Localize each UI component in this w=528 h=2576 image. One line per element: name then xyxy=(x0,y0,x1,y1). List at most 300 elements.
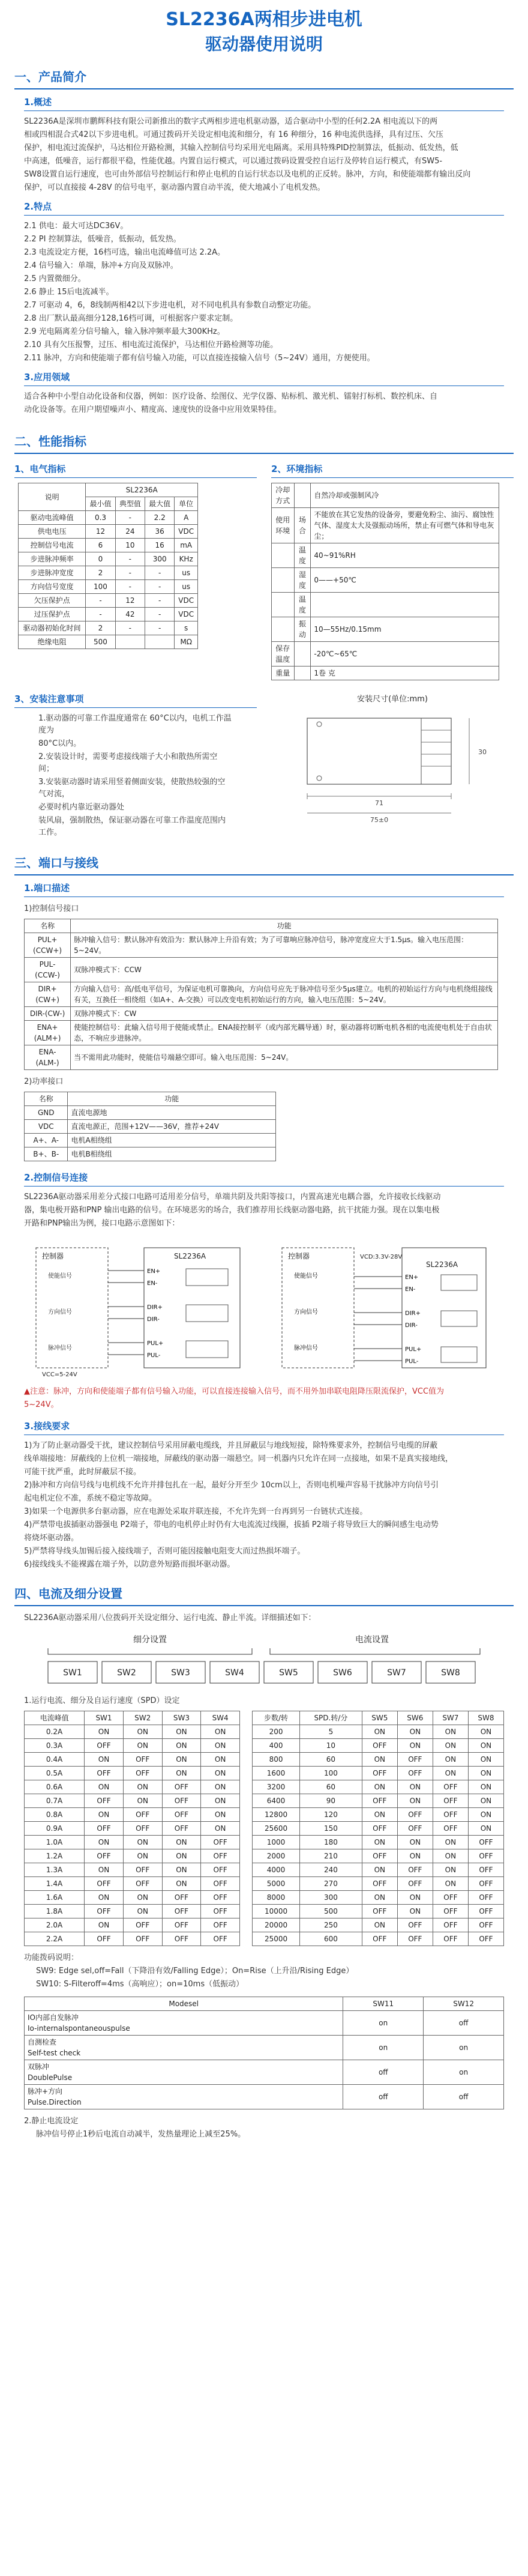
wiring-diagram-pnp xyxy=(270,1236,498,1380)
table-cell: ON xyxy=(85,1808,124,1822)
table-cell xyxy=(311,593,499,617)
optocoupler xyxy=(441,1347,477,1362)
table-cell: PUL-(CCW-) xyxy=(25,958,71,982)
table-cell: 欠压保护点 xyxy=(19,594,86,608)
table-row xyxy=(253,1822,504,1836)
table-cell: - xyxy=(115,552,145,566)
table-cell: ON xyxy=(362,1725,397,1739)
table-cell: 60 xyxy=(300,1780,362,1794)
table-cell: ON xyxy=(85,1836,124,1849)
table-cell: s xyxy=(175,621,198,635)
power-port-table xyxy=(24,1092,276,1161)
table-row xyxy=(19,552,198,566)
table-row xyxy=(272,617,499,642)
table-cell: OFF xyxy=(433,1822,468,1836)
table-cell: 16 xyxy=(145,539,175,552)
table-row xyxy=(25,1849,240,1863)
table-header: SL2236A xyxy=(86,483,198,497)
control-port-title: 1)控制信号接口 xyxy=(24,904,79,913)
table-row xyxy=(25,1753,240,1767)
table-cell: 0.5A xyxy=(25,1767,85,1780)
table-header: SW1 xyxy=(85,1711,124,1725)
environment-title: 2、环境指标 xyxy=(271,464,323,474)
mode-name-cell xyxy=(25,2011,343,2036)
table-cell: ON xyxy=(433,1725,468,1739)
table-cell: -20℃~65℃ xyxy=(311,642,499,667)
table-cell: ON xyxy=(468,1725,503,1739)
table-cell xyxy=(272,543,295,568)
table-cell: 驱动电流峰值 xyxy=(19,511,86,525)
signal-label-enable: 使能信号 xyxy=(48,1273,72,1280)
table-cell: ON xyxy=(433,1863,468,1877)
table-cell: off xyxy=(343,2085,424,2109)
table-row xyxy=(25,2011,504,2036)
table-cell: OFF xyxy=(362,1932,397,1946)
drive-outline-top xyxy=(307,718,451,784)
table-cell: 250 xyxy=(300,1918,362,1932)
wiring-text xyxy=(0,1191,528,1230)
table-cell: OFF xyxy=(362,1767,397,1780)
table-row xyxy=(272,667,499,680)
table-row xyxy=(19,566,198,580)
overview-title: 1.概述 xyxy=(24,97,52,107)
mount-hole xyxy=(317,722,322,727)
table-cell: OFF xyxy=(433,1905,468,1918)
table-cell: 0.3A xyxy=(25,1739,85,1753)
mode-name-cell xyxy=(25,2036,343,2060)
table-cell: - xyxy=(115,580,145,594)
table-cell: OFF xyxy=(162,1918,201,1932)
table-cell: ON xyxy=(397,1836,433,1849)
table-cell: ON xyxy=(123,1836,162,1849)
install-text xyxy=(14,713,257,839)
table-row xyxy=(19,608,198,621)
table-cell: 12 xyxy=(115,594,145,608)
table-cell: 方向信号宽度 xyxy=(19,580,86,594)
table-cell xyxy=(294,483,311,508)
table-cell: ON xyxy=(468,1822,503,1836)
table-cell: OFF xyxy=(201,1836,240,1849)
feature-item: 2.9 光电隔离差分信号输入，输入脉冲频率最大300KHz。 xyxy=(24,327,225,336)
table-row xyxy=(272,593,499,617)
wiring-diagrams xyxy=(24,1236,504,1380)
table-header: 说明 xyxy=(19,483,86,511)
install-dimensions xyxy=(271,690,514,840)
install-line: 80°C以内。 xyxy=(38,739,82,748)
table-cell: OFF xyxy=(397,1918,433,1932)
cable-line: 线单端接地：屏蔽线的上位机一端接地，屏蔽线的驱动器一端悬空。同一机器内只允许在同一点接地，如果不是真实接地线， xyxy=(24,1454,454,1463)
sub-divider xyxy=(14,707,257,708)
table-cell: 2 xyxy=(86,621,115,635)
half-current-title: 2.静止电流设定 xyxy=(24,2117,79,2126)
table-row xyxy=(253,1891,504,1905)
table-cell: OFF xyxy=(362,1794,397,1808)
table-cell: 2.2 xyxy=(145,511,175,525)
table-cell: ON xyxy=(433,1753,468,1767)
mode-name-cell xyxy=(25,2085,343,2109)
dip-switch-diagram xyxy=(0,1625,528,1692)
table-cell: VDC xyxy=(175,594,198,608)
table-row xyxy=(25,1045,498,1070)
table-row xyxy=(25,1007,498,1021)
table-row xyxy=(25,1863,240,1877)
applications-text xyxy=(0,391,528,416)
table-cell: 2 xyxy=(86,566,115,580)
table-row xyxy=(272,642,499,667)
table-cell: 湿度 xyxy=(294,568,311,593)
table-cell: OFF xyxy=(85,1849,124,1863)
table-cell: 25600 xyxy=(253,1822,300,1836)
table-cell: 2.2A xyxy=(25,1932,85,1946)
table-cell: 6 xyxy=(86,539,115,552)
table-cell: 40~91%RH xyxy=(311,543,499,568)
mode-name-en: DoublePulse xyxy=(28,2073,73,2082)
table-header: 步数/转 xyxy=(253,1711,300,1725)
feature-item: 2.11 脉冲，方向和使能端子都有信号输入功能，可以直接连接输入信号（5~24V）通用，方便使用。 xyxy=(24,354,375,363)
install-notes xyxy=(14,690,257,840)
table-header: SW7 xyxy=(433,1711,468,1725)
current-table xyxy=(24,1711,240,1946)
vcc-range: VCC=5-24V xyxy=(42,1371,77,1378)
table-cell: DIR+(CW+) xyxy=(25,982,71,1007)
table-row xyxy=(253,1808,504,1822)
table-cell: 180 xyxy=(300,1836,362,1849)
applications-line: 动化设备等。在用户期望噪声小、精度高、速度快的设备中应用效果特佳。 xyxy=(24,405,282,414)
sub-divider xyxy=(24,385,504,386)
table-cell: 使用环境 xyxy=(272,508,295,543)
table-cell: 电机B相绕组 xyxy=(68,1147,276,1161)
dimension-drawing xyxy=(271,706,499,826)
table-row xyxy=(253,1849,504,1863)
table-cell: 双脉冲模式下：CW xyxy=(71,1007,498,1021)
overview-line: SL2236A是深圳市鹏辉科技有限公司新推出的数字式两相步进电机驱动器，适合驱动中小型的任何2.2A 相电流以下的两 xyxy=(24,117,438,126)
environment-table xyxy=(271,483,499,680)
signal-label-pulse: 脉冲信号 xyxy=(294,1345,318,1352)
sub-divider xyxy=(24,110,504,111)
table-row xyxy=(253,1877,504,1891)
feature-item: 2.4 信号输入：单端，脉冲+方向及双脉冲。 xyxy=(24,261,178,270)
table-row xyxy=(25,1932,240,1946)
control-signal-table xyxy=(24,919,498,1070)
table-cell: 双脉冲模式下：CCW xyxy=(71,958,498,982)
table-cell: ON xyxy=(468,1753,503,1767)
features-list xyxy=(0,220,528,364)
table-cell: - xyxy=(145,580,175,594)
page-subtitle: 驱动器使用说明 xyxy=(205,34,323,54)
section-divider xyxy=(14,88,514,89)
table-cell: 800 xyxy=(253,1753,300,1767)
table-cell: ON xyxy=(468,1780,503,1794)
table-cell: A+、A- xyxy=(25,1134,68,1147)
table-cell: 10000 xyxy=(253,1905,300,1918)
table-cell: ON xyxy=(201,1725,240,1739)
table-cell: ON xyxy=(162,1849,201,1863)
function-title: 功能拨码说明： xyxy=(24,1953,79,1962)
table-cell: ON xyxy=(85,1753,124,1767)
table-cell: ON xyxy=(85,1918,124,1932)
table-cell: 90 xyxy=(300,1794,362,1808)
mode-table xyxy=(24,1997,504,2109)
table-header: SW6 xyxy=(397,1711,433,1725)
table-cell: OFF xyxy=(162,1808,201,1822)
table-cell: ON xyxy=(433,1739,468,1753)
table-cell: PUL+(CCW+) xyxy=(25,933,71,958)
table-cell: 1.3A xyxy=(25,1863,85,1877)
table-row xyxy=(25,1918,240,1932)
table-row xyxy=(253,1794,504,1808)
table-header: SPD.转/分 xyxy=(300,1711,362,1725)
table-cell: OFF xyxy=(201,1877,240,1891)
table-row xyxy=(25,1134,276,1147)
table-header: SW11 xyxy=(343,1997,424,2011)
table-row xyxy=(25,2060,504,2085)
table-cell: off xyxy=(424,2011,504,2036)
table-cell: OFF xyxy=(362,1849,397,1863)
table-cell: ON xyxy=(433,1849,468,1863)
table-cell: 0.6A xyxy=(25,1780,85,1794)
table-header: 功能 xyxy=(71,919,498,933)
table-cell: A xyxy=(175,511,198,525)
table-row xyxy=(272,508,499,543)
table-cell: ON xyxy=(85,1891,124,1905)
table-cell: ON xyxy=(362,1918,397,1932)
table-cell: ON xyxy=(362,1753,397,1767)
table-cell: OFF xyxy=(85,1739,124,1753)
table-cell: 0.3 xyxy=(86,511,115,525)
table-cell: VDC xyxy=(175,608,198,621)
table-row xyxy=(19,539,198,552)
table-cell: OFF xyxy=(397,1808,433,1822)
table-cell: 驱动器初始化时间 xyxy=(19,621,86,635)
table-row xyxy=(25,1725,240,1739)
section-title-settings: 四、电流及细分设置 xyxy=(14,1586,122,1601)
dip-switch-label: SW2 xyxy=(117,1668,136,1678)
pin-pul-plus: PUL+ xyxy=(147,1340,164,1347)
overview-line: 保护，可以直接接 4-28V 的信号电平，驱动器内置自动半流，使大地减小了电机发热。 xyxy=(24,183,325,192)
pin-en-plus: EN+ xyxy=(405,1274,419,1281)
table-cell: - xyxy=(86,594,115,608)
wiring-line: 器，集电极开路和PNP 输出电路的信号。在环境恶劣的场合，我们推荐用长线驱动器电路，抗干扰能力强。现在以集电极 xyxy=(24,1206,440,1215)
table-cell: ON xyxy=(201,1780,240,1794)
install-title: 3、安装注意事项 xyxy=(14,694,84,704)
install-columns xyxy=(14,690,514,840)
table-cell: ON xyxy=(123,1891,162,1905)
table-cell: GND xyxy=(25,1106,68,1120)
install-line: 必要时机内靠近驱动器处 xyxy=(38,803,125,812)
table-cell: OFF xyxy=(162,1822,201,1836)
table-cell: OFF xyxy=(397,1753,433,1767)
table-row xyxy=(25,1836,240,1849)
table-cell: OFF xyxy=(468,1905,503,1918)
table-cell: 500 xyxy=(300,1905,362,1918)
table-cell: OFF xyxy=(162,1780,201,1794)
table-cell: - xyxy=(145,621,175,635)
table-cell: 脉冲输入信号：默认脉冲有效沿为：默认脉冲上升沿有效；为了可靠响应脉冲信号，脉冲宽度应大于1.5μs。输入电压范围：5~24V。 xyxy=(71,933,498,958)
table-cell xyxy=(272,568,295,593)
table-cell: OFF xyxy=(433,1891,468,1905)
table-cell: OFF xyxy=(468,1877,503,1891)
table-cell: 300 xyxy=(300,1891,362,1905)
table-cell: OFF xyxy=(362,1905,397,1918)
table-row xyxy=(19,594,198,608)
table-cell: ON xyxy=(397,1739,433,1753)
table-cell: 0.8A xyxy=(25,1808,85,1822)
wiring-note-2: 5~24V。 xyxy=(24,1400,59,1409)
driver-label: SL2236A xyxy=(174,1252,206,1260)
install-line: 1.驱动器的可靠工作温度通常在 60°C以内，电机工作温度为 xyxy=(38,714,232,735)
section-title-ports: 三、端口与接线 xyxy=(14,856,98,870)
table-row xyxy=(25,958,498,982)
table-cell: OFF xyxy=(397,1767,433,1780)
table-cell: OFF xyxy=(468,1918,503,1932)
table-cell: OFF xyxy=(123,1767,162,1780)
terminal-block xyxy=(421,718,451,784)
feature-item: 2.2 PI 控制算法，低噪音，低振动，低发热。 xyxy=(24,235,181,244)
table-cell: OFF xyxy=(397,1863,433,1877)
table-cell xyxy=(272,617,295,642)
table-cell: ON xyxy=(85,1725,124,1739)
controller-label: 控制器 xyxy=(288,1252,310,1260)
table-row xyxy=(25,1905,240,1918)
table-row xyxy=(253,1767,504,1780)
table-header: 典型值 xyxy=(115,497,145,511)
table-cell: 400 xyxy=(253,1739,300,1753)
table-cell: ON xyxy=(123,1780,162,1794)
table-cell: 1.6A xyxy=(25,1891,85,1905)
table-row xyxy=(253,1863,504,1877)
cable-line: 2)脉冲和方向信号线与电机线不允许并排包扎在一起，最好分开至少 10cm以上，否则电机噪声容易干扰脉冲方向信号引 xyxy=(24,1481,439,1490)
install-line: 装风扇，强制散热，保证驱动器在可靠工作温度范围内工作。 xyxy=(38,816,226,837)
cable-line: 3)如果一个电源供多台驱动器，应在电源处采取并联连接，不允许先到一台再到另一台链状式连接。 xyxy=(24,1507,368,1516)
table-cell: ON xyxy=(468,1808,503,1822)
table-row xyxy=(25,1021,498,1045)
table-cell: OFF xyxy=(201,1932,240,1946)
table-header: 最小值 xyxy=(86,497,115,511)
table-cell xyxy=(294,642,311,667)
table-row xyxy=(25,1106,276,1120)
pin-en-minus: EN- xyxy=(405,1286,416,1293)
table-cell: OFF xyxy=(201,1891,240,1905)
table-cell: on xyxy=(343,2011,424,2036)
pin-dir-plus: DIR+ xyxy=(405,1310,421,1317)
table-cell: OFF xyxy=(85,1932,124,1946)
mode-name-cell xyxy=(25,2060,343,2085)
table-row xyxy=(25,1891,240,1905)
table-row xyxy=(253,1739,504,1753)
table-cell: 电机A相绕组 xyxy=(68,1134,276,1147)
table-cell: OFF xyxy=(468,1863,503,1877)
sub-divider xyxy=(271,477,514,478)
port-title: 1.端口描述 xyxy=(24,883,70,893)
table-cell: OFF xyxy=(123,1863,162,1877)
table-cell: 方向输入信号：高/低电平信号，为保证电机可靠换向，方向信号应先于脉冲信号至少5μs建立。电机的初始运行方向与电机绕组接线有关，互换任一相绕组（如A+、A-交换）可以改变电机初始运行的方向，输入电压范围：5~24V。 xyxy=(71,982,498,1007)
signal-label-enable: 使能信号 xyxy=(294,1273,318,1280)
table-cell: ON xyxy=(162,1877,201,1891)
applications-title: 3.应用领域 xyxy=(24,372,70,382)
table-cell: ON xyxy=(468,1794,503,1808)
table-cell: ON xyxy=(162,1863,201,1877)
table-cell xyxy=(145,635,175,649)
table-cell: on xyxy=(424,2036,504,2060)
optocoupler xyxy=(186,1341,228,1358)
table-cell: 1.0A xyxy=(25,1836,85,1849)
table-cell: us xyxy=(175,566,198,580)
table-header: 单位 xyxy=(175,497,198,511)
driver-label: SL2236A xyxy=(426,1260,458,1269)
mount-hole xyxy=(317,776,322,781)
table-cell: MΩ xyxy=(175,635,198,649)
half-current-text: 脉冲信号停止1秒后电流自动减半，发热量理论上减至25%。 xyxy=(36,2130,246,2139)
feature-item: 2.6 静止 15后电流减半。 xyxy=(24,288,114,297)
table-cell: ON xyxy=(162,1767,201,1780)
table-cell: 0.2A xyxy=(25,1725,85,1739)
table-cell: 1.2A xyxy=(25,1849,85,1863)
install-line: 3.安装驱动器时请采用竖着侧面安装，使散热较强的空气对流， xyxy=(38,778,226,799)
dip-switch-label: SW7 xyxy=(387,1668,406,1678)
table-cell: ON xyxy=(433,1836,468,1849)
table-cell: 步进脉冲频率 xyxy=(19,552,86,566)
table-row xyxy=(253,1932,504,1946)
section-divider xyxy=(14,874,514,875)
table-row xyxy=(25,933,498,958)
dimension-height: 30 xyxy=(478,748,487,756)
pin-en-plus: EN+ xyxy=(147,1268,161,1275)
table-cell: OFF xyxy=(468,1932,503,1946)
table-cell: OFF xyxy=(433,1780,468,1794)
table-header: SW8 xyxy=(468,1711,503,1725)
table-cell: 不能放在其它发热的设备旁，要避免粉尘、油污、腐蚀性气体、湿度太大及强振动场所，禁止有可燃气体和导电灰尘； xyxy=(311,508,499,543)
table-cell: - xyxy=(145,594,175,608)
table-cell: OFF xyxy=(433,1794,468,1808)
table-cell: 绝缘电阻 xyxy=(19,635,86,649)
table-row xyxy=(25,1877,240,1891)
table-cell: ON xyxy=(201,1822,240,1836)
table-cell: 自然冷却或强制风冷 xyxy=(311,483,499,508)
overview-line: 中高速，低噪音，运行都很平稳，性能优越。内置自运行模式，可以通过拨码设置受控自运行及停转自运行模式，有SW5- xyxy=(24,157,443,166)
table-cell: off xyxy=(343,2060,424,2085)
table-cell: 300 xyxy=(145,552,175,566)
table-cell: 5000 xyxy=(253,1877,300,1891)
pin-pul-minus: PUL- xyxy=(405,1358,419,1365)
group-current-label: 电流设置 xyxy=(355,1635,389,1645)
table-cell: 1.8A xyxy=(25,1905,85,1918)
wiring-diagram-npn xyxy=(24,1236,252,1380)
table-cell: OFF xyxy=(397,1932,433,1946)
wiring-line: 开路和PNP输出为例，接口电路示意图如下： xyxy=(24,1219,180,1228)
table-cell: 10 xyxy=(300,1739,362,1753)
table-cell: OFF xyxy=(85,1822,124,1836)
table-cell: 温度 xyxy=(294,543,311,568)
settings-table-title: 1.运行电流、细分及自运行速度（SPD）设定 xyxy=(24,1696,180,1705)
table-cell: OFF xyxy=(362,1877,397,1891)
table-header: SW2 xyxy=(123,1711,162,1725)
table-cell: - xyxy=(115,566,145,580)
table-cell: 25000 xyxy=(253,1932,300,1946)
table-row xyxy=(25,1808,240,1822)
table-cell: 0 xyxy=(86,552,115,566)
table-cell: 200 xyxy=(253,1725,300,1739)
cable-line: 4)严禁带电拔插驱动器强电 P2端子，带电的电机停止时仍有大电流流过线圈，拔插 P2端子将导致巨大的瞬间感生电动势 xyxy=(24,1520,439,1529)
table-cell: ON xyxy=(201,1794,240,1808)
section-title-intro: 一、产品简介 xyxy=(14,70,86,84)
table-cell xyxy=(115,635,145,649)
table-cell: mA xyxy=(175,539,198,552)
feature-item: 2.7 可驱动 4，6，8线制两相42以下步进电机，对不同电机具有参数自动整定功能。 xyxy=(24,301,316,310)
table-cell: OFF xyxy=(468,1849,503,1863)
table-cell: ON xyxy=(397,1905,433,1918)
table-cell: on xyxy=(343,2036,424,2060)
controller-label: 控制器 xyxy=(42,1252,64,1260)
